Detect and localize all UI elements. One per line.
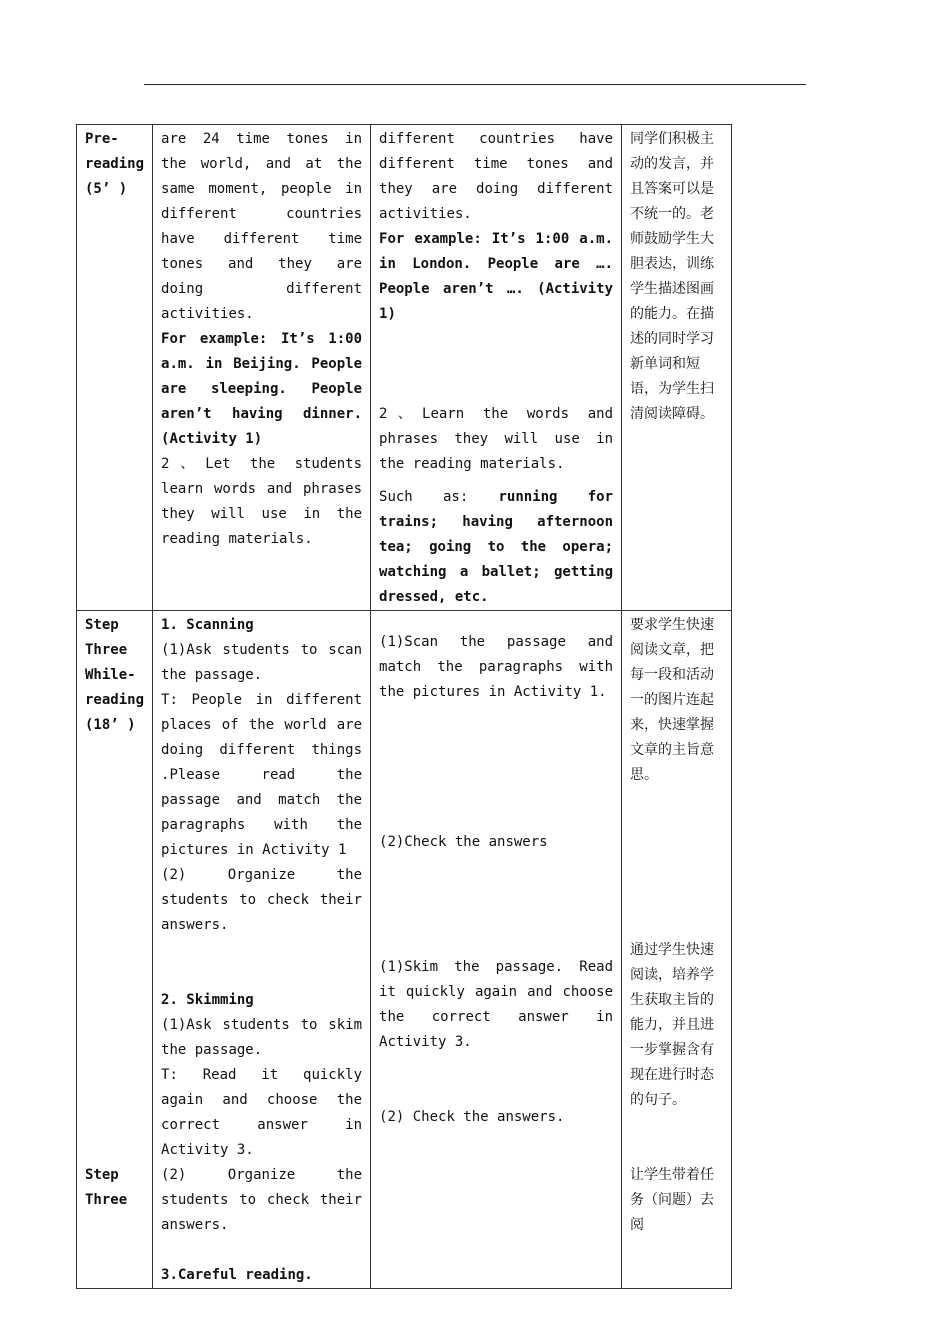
header-rule xyxy=(144,84,806,85)
teacher-words-task: 2、Let the students learn words and phrases they will use in the reading materials. xyxy=(161,456,363,547)
step-label-line: Pre- xyxy=(85,131,119,147)
step-label-line: (18’ ) xyxy=(85,717,136,733)
student-words-task: 2、Learn the words and phrases they will use in the reading materials. xyxy=(379,406,614,472)
step-cell xyxy=(77,611,153,1289)
skimming-title: 2. Skimming xyxy=(161,992,254,1008)
step-label-line: reading xyxy=(85,156,145,172)
lesson-plan-table xyxy=(76,124,732,1289)
teacher-example-text: For example: It’s 1:00 a.m. in Beijing. People are sleeping. People aren’t having dinner. (Activity 1) xyxy=(161,331,363,447)
purpose-text: 同学们积极主动的发言，并且答案可以是不统一的。老师鼓励学生大胆表达，训练学生描述图画的能力。在描述的同时学习新单词和短语，为学生扫清阅读障碍。 xyxy=(630,131,715,422)
skimming-teacher-step-3: (2) Organize the students to check their answers. xyxy=(161,1167,363,1233)
step-label-line: Three xyxy=(85,642,128,658)
skimming-teacher-step-2: T: Read it quickly again and choose the correct answer in Activity 3. xyxy=(161,1067,363,1158)
skimming-teacher-step-1: (1)Ask students to skim the passage. xyxy=(161,1017,363,1058)
step-label-line: Step xyxy=(85,617,119,633)
student-activity-cell xyxy=(371,125,622,611)
purpose-text-skimming: 通过学生快速阅读，培养学生获取主旨的能力，并且进一步掌握含有现在进行时态的句子。 xyxy=(630,942,715,1108)
step-cell xyxy=(77,125,153,611)
careful-reading-title: 3.Careful reading. xyxy=(161,1267,313,1283)
step-label-line: (5’ ) xyxy=(85,181,128,197)
purpose-text-careful: 让学生带着任务（问题）去阅 xyxy=(630,1167,715,1233)
teacher-activity-cell xyxy=(153,611,371,1289)
teacher-intro-text: are 24 time tones in the world, and at the same moment, people in different countries have different time tones and they are doing different activities. xyxy=(161,131,363,322)
student-intro-text: different countries have different time tones and they are doing different activities. xyxy=(379,131,614,222)
student-activity-cell xyxy=(371,611,622,1289)
scanning-teacher-step-3: (2) Organize the students to check their answers. xyxy=(161,867,363,933)
skimming-student-step-1: (1)Skim the passage. Read it quickly again and choose the correct answer in Activity 3. xyxy=(379,959,614,1050)
scanning-student-step-1: (1)Scan the passage and match the paragraphs with the pictures in Activity 1. xyxy=(379,634,614,700)
scanning-student-step-2: (2)Check the answers xyxy=(379,834,548,850)
teacher-activity-cell xyxy=(153,125,371,611)
scanning-title: 1. Scanning xyxy=(161,617,254,633)
table-row-pre-reading xyxy=(77,125,732,611)
skimming-student-step-2: (2) Check the answers. xyxy=(379,1109,565,1125)
scanning-teacher-step-2: T: People in different places of the world are doing different things .Please read the passage and match the paragraphs with the pictures in Activity 1 xyxy=(161,692,363,858)
step-label-line: While- xyxy=(85,667,136,683)
purpose-cell xyxy=(622,611,732,1289)
step-label-line: reading xyxy=(85,692,145,708)
step-label-line: Step xyxy=(85,1167,119,1183)
scanning-teacher-step-1: (1)Ask students to scan the passage. xyxy=(161,642,363,683)
phrase-list: running for trains; having afternoon tea; going to the opera; watching a ballet; getting dressed, etc. xyxy=(379,489,614,605)
student-example-text: For example: It’s 1:00 a.m. in London. People are …. People aren’t …. (Activity 1) xyxy=(379,231,614,322)
purpose-text-scanning: 要求学生快速阅读文章，把每一段和活动一的图片连起来，快速掌握文章的主旨意思。 xyxy=(630,617,715,783)
step-label-line: Three xyxy=(85,1192,128,1208)
such-as-label: Such as: xyxy=(379,489,469,505)
purpose-cell xyxy=(622,125,732,611)
table-row-while-reading xyxy=(77,611,732,1289)
